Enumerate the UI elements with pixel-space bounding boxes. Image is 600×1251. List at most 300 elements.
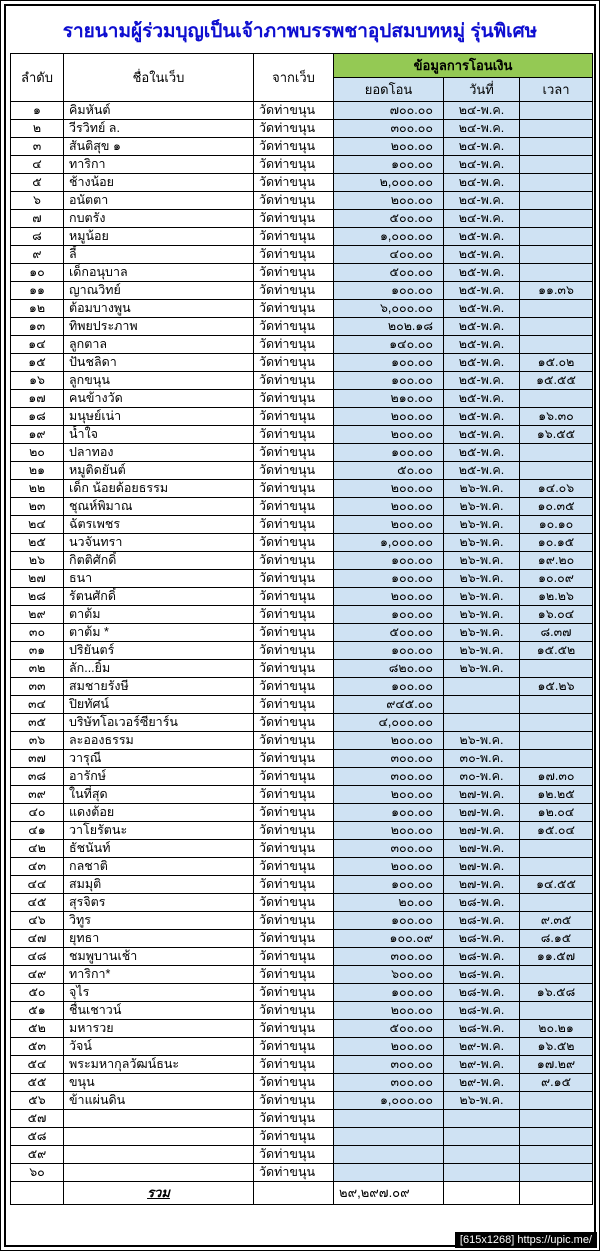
cell-time: ๑๕.๕๒	[520, 642, 593, 660]
cell-time: ๑๕.๕๕	[520, 372, 593, 390]
cell-name: สันติสุข ๑	[64, 138, 254, 156]
table-row	[11, 372, 593, 390]
cell-index: ๑๐	[11, 264, 64, 282]
cell-time	[520, 1002, 593, 1020]
cell-time: ๑๗.๓๐	[520, 768, 593, 786]
cell-index: ๑๖	[11, 372, 64, 390]
cell-source: วัดท่าขนุน	[254, 696, 334, 714]
cell-date: ๒๖-พ.ค.	[444, 516, 520, 534]
cell-time	[520, 1092, 593, 1110]
cell-name: ธัชนันท์	[64, 840, 254, 858]
cell-time: ๑๑.๕๗	[520, 948, 593, 966]
total-amount: ๒๙,๒๙๗.๐๙	[334, 1182, 444, 1205]
cell-time	[520, 732, 593, 750]
cell-index: ๕๙	[11, 1146, 64, 1164]
cell-time: ๑๐.๓๕	[520, 498, 593, 516]
table-row	[11, 120, 593, 138]
cell-amount: ๒๐๐.๐๐	[334, 732, 444, 750]
cell-source: วัดท่าขนุน	[254, 210, 334, 228]
col-header-time: เวลา	[520, 78, 593, 102]
cell-index: ๔	[11, 156, 64, 174]
cell-date: ๒๙-พ.ค.	[444, 1056, 520, 1074]
cell-date	[444, 1146, 520, 1164]
cell-index: ๙	[11, 246, 64, 264]
cell-source: วัดท่าขนุน	[254, 714, 334, 732]
table-row	[11, 750, 593, 768]
cell-index: ๑๕	[11, 354, 64, 372]
cell-source: วัดท่าขนุน	[254, 390, 334, 408]
cell-name: มนุษย์เน่า	[64, 408, 254, 426]
cell-source: วัดท่าขนุน	[254, 1146, 334, 1164]
cell-name: วาโยรัตนะ	[64, 822, 254, 840]
cell-amount: ๑๐๐.๐๐	[334, 984, 444, 1002]
table-row	[11, 570, 593, 588]
table-row	[11, 282, 593, 300]
table-row	[11, 1164, 593, 1182]
cell-index: ๒๑	[11, 462, 64, 480]
cell-time	[520, 192, 593, 210]
cell-index: ๔๕	[11, 894, 64, 912]
cell-date: ๒๕-พ.ค.	[444, 462, 520, 480]
cell-source: วัดท่าขนุน	[254, 228, 334, 246]
table-row	[11, 858, 593, 876]
cell-source: วัดท่าขนุน	[254, 588, 334, 606]
table-header	[11, 54, 593, 102]
col-header-transfer-group: ข้อมูลการโอนเงิน	[334, 54, 593, 78]
total-empty-source	[254, 1182, 334, 1205]
cell-amount: ๒๐๐.๐๐	[334, 1038, 444, 1056]
cell-source: วัดท่าขนุน	[254, 984, 334, 1002]
cell-source: วัดท่าขนุน	[254, 804, 334, 822]
cell-name: มหารวย	[64, 1020, 254, 1038]
cell-name: สมมุติ	[64, 876, 254, 894]
cell-date: ๒๗-พ.ค.	[444, 858, 520, 876]
cell-index: ๓๓	[11, 678, 64, 696]
cell-name: น้ำใจ	[64, 426, 254, 444]
cell-time	[520, 246, 593, 264]
cell-date: ๒๗-พ.ค.	[444, 876, 520, 894]
cell-amount: ๘๒๐.๐๐	[334, 660, 444, 678]
cell-date: ๒๕-พ.ค.	[444, 444, 520, 462]
cell-date: ๒๗-พ.ค.	[444, 840, 520, 858]
cell-source: วัดท่าขนุน	[254, 822, 334, 840]
cell-time	[520, 210, 593, 228]
cell-amount: ๑๐๐.๐๐	[334, 156, 444, 174]
table-row	[11, 696, 593, 714]
cell-time: ๘.๑๕	[520, 930, 593, 948]
table-row	[11, 606, 593, 624]
outer-frame	[4, 4, 596, 1247]
cell-name	[64, 1128, 254, 1146]
cell-date: ๒๔-พ.ค.	[444, 102, 520, 120]
cell-time	[520, 264, 593, 282]
cell-date: ๒๖-พ.ค.	[444, 1092, 520, 1110]
cell-index: ๑๗	[11, 390, 64, 408]
table-row	[11, 390, 593, 408]
cell-name: สมชายรังษี	[64, 678, 254, 696]
cell-name: ธนา	[64, 570, 254, 588]
cell-date: ๒๕-พ.ค.	[444, 300, 520, 318]
table-row	[11, 786, 593, 804]
table-row	[11, 138, 593, 156]
col-header-date: วันที่	[444, 78, 520, 102]
cell-index: ๓๖	[11, 732, 64, 750]
cell-time	[520, 840, 593, 858]
cell-amount: ๕๐.๐๐	[334, 462, 444, 480]
cell-source: วัดท่าขนุน	[254, 1164, 334, 1182]
cell-name: ลัก...ยิ้ม	[64, 660, 254, 678]
cell-index: ๕๕	[11, 1074, 64, 1092]
cell-source: วัดท่าขนุน	[254, 930, 334, 948]
cell-amount: ๖๐๐.๐๐	[334, 966, 444, 984]
cell-source: วัดท่าขนุน	[254, 624, 334, 642]
table-row	[11, 1038, 593, 1056]
cell-source: วัดท่าขนุน	[254, 372, 334, 390]
cell-index: ๕๖	[11, 1092, 64, 1110]
cell-amount: ๓๐๐.๐๐	[334, 1056, 444, 1074]
cell-source: วัดท่าขนุน	[254, 840, 334, 858]
cell-index: ๔๔	[11, 876, 64, 894]
cell-source: วัดท่าขนุน	[254, 498, 334, 516]
cell-time	[520, 1146, 593, 1164]
cell-source: วัดท่าขนุน	[254, 966, 334, 984]
cell-index: ๓๑	[11, 642, 64, 660]
cell-time	[520, 1110, 593, 1128]
cell-name: ลูกขนุน	[64, 372, 254, 390]
cell-amount: ๑๐๐.๐๐	[334, 678, 444, 696]
cell-source: วัดท่าขนุน	[254, 534, 334, 552]
total-row	[11, 1182, 593, 1205]
table-row	[11, 984, 593, 1002]
cell-index: ๑๓	[11, 318, 64, 336]
cell-time	[520, 894, 593, 912]
cell-index: ๕๗	[11, 1110, 64, 1128]
cell-name: ปริยันตร์	[64, 642, 254, 660]
cell-name: ปันชลิดา	[64, 354, 254, 372]
cell-date: ๒๘-พ.ค.	[444, 930, 520, 948]
table-row	[11, 822, 593, 840]
cell-date: ๒๖-พ.ค.	[444, 570, 520, 588]
cell-index: ๔๗	[11, 930, 64, 948]
table-row	[11, 624, 593, 642]
cell-source: วัดท่าขนุน	[254, 426, 334, 444]
cell-amount: ๒๐๐.๐๐	[334, 516, 444, 534]
cell-time: ๑๒.๒๖	[520, 588, 593, 606]
cell-index: ๔๖	[11, 912, 64, 930]
cell-time: ๘.๓๗	[520, 624, 593, 642]
cell-date: ๒๖-พ.ค.	[444, 588, 520, 606]
cell-amount: ๑,๐๐๐.๐๐	[334, 228, 444, 246]
cell-name: ลูกตาล	[64, 336, 254, 354]
cell-name: กบตรัง	[64, 210, 254, 228]
cell-date: ๒๖-พ.ค.	[444, 732, 520, 750]
cell-date: ๒๘-พ.ค.	[444, 948, 520, 966]
table-row	[11, 300, 593, 318]
cell-name: ต้อมบางพูน	[64, 300, 254, 318]
cell-source: วัดท่าขนุน	[254, 1038, 334, 1056]
cell-date	[444, 678, 520, 696]
cell-date: ๒๖-พ.ค.	[444, 606, 520, 624]
cell-time	[520, 1128, 593, 1146]
table-row	[11, 912, 593, 930]
cell-amount: ๒๐๐.๐๐	[334, 1002, 444, 1020]
cell-source: วัดท่าขนุน	[254, 912, 334, 930]
table-row	[11, 192, 593, 210]
cell-date: ๒๕-พ.ค.	[444, 264, 520, 282]
cell-index: ๑๔	[11, 336, 64, 354]
cell-time	[520, 228, 593, 246]
cell-index: ๓	[11, 138, 64, 156]
cell-name: ตาต้ม *	[64, 624, 254, 642]
header-row-1	[11, 54, 593, 78]
cell-source: วัดท่าขนุน	[254, 102, 334, 120]
cell-date: ๒๗-พ.ค.	[444, 804, 520, 822]
cell-name	[64, 1110, 254, 1128]
cell-amount: ๑๐๐.๐๐	[334, 354, 444, 372]
cell-date: ๒๖-พ.ค.	[444, 624, 520, 642]
cell-amount: ๓๐๐.๐๐	[334, 768, 444, 786]
cell-source: วัดท่าขนุน	[254, 642, 334, 660]
table-row	[11, 660, 593, 678]
cell-date: ๒๘-พ.ค.	[444, 1002, 520, 1020]
table-row	[11, 336, 593, 354]
cell-index: ๑๒	[11, 300, 64, 318]
cell-amount: ๑๔๐.๐๐	[334, 336, 444, 354]
cell-source: วัดท่าขนุน	[254, 156, 334, 174]
total-empty-time	[520, 1182, 593, 1205]
cell-time	[520, 156, 593, 174]
cell-amount: ๕๐๐.๐๐	[334, 210, 444, 228]
cell-date: ๒๖-พ.ค.	[444, 498, 520, 516]
cell-time	[520, 138, 593, 156]
cell-amount: ๒๐๐.๐๐	[334, 858, 444, 876]
cell-index: ๓๔	[11, 696, 64, 714]
cell-source: วัดท่าขนุน	[254, 480, 334, 498]
table-row	[11, 714, 593, 732]
cell-source: วัดท่าขนุน	[254, 516, 334, 534]
cell-name: ทิพยประภาพ	[64, 318, 254, 336]
cell-time: ๑๐.๑๐	[520, 516, 593, 534]
cell-amount: ๕๐๐.๐๐	[334, 624, 444, 642]
cell-time	[520, 750, 593, 768]
table-row	[11, 552, 593, 570]
cell-date: ๒๔-พ.ค.	[444, 156, 520, 174]
cell-time: ๙.๑๕	[520, 1074, 593, 1092]
cell-date: ๒๗-พ.ค.	[444, 822, 520, 840]
table-row	[11, 480, 593, 498]
table-row	[11, 876, 593, 894]
cell-time	[520, 300, 593, 318]
table-row	[11, 174, 593, 192]
table-row	[11, 1074, 593, 1092]
cell-amount: ๒๐๐.๐๐	[334, 786, 444, 804]
cell-time	[520, 102, 593, 120]
cell-date: ๒๘-พ.ค.	[444, 984, 520, 1002]
cell-amount: ๑๐๐.๐๐	[334, 372, 444, 390]
cell-date	[444, 1128, 520, 1146]
cell-amount: ๒๐๐.๐๐	[334, 498, 444, 516]
cell-name: ญาณวิทย์	[64, 282, 254, 300]
cell-index: ๕	[11, 174, 64, 192]
cell-name: รัตนศักดิ์	[64, 588, 254, 606]
cell-time	[520, 318, 593, 336]
cell-name: ปิยทัศน์	[64, 696, 254, 714]
cell-name: หมูน้อย	[64, 228, 254, 246]
cell-index: ๓๒	[11, 660, 64, 678]
cell-amount: ๑๐๐.๐๐	[334, 444, 444, 462]
cell-name: เด็กอนุบาล	[64, 264, 254, 282]
cell-amount: ๑๐๐.๐๐	[334, 570, 444, 588]
cell-name: กิตติศักดิ์	[64, 552, 254, 570]
cell-amount	[334, 1146, 444, 1164]
cell-name: วัจน์	[64, 1038, 254, 1056]
cell-amount: ๑๐๐.๐๐	[334, 282, 444, 300]
cell-index: ๑๘	[11, 408, 64, 426]
cell-time: ๑๐.๑๕	[520, 534, 593, 552]
cell-date: ๒๙-พ.ค.	[444, 1038, 520, 1056]
cell-amount	[334, 1128, 444, 1146]
cell-name: อารักษ์	[64, 768, 254, 786]
cell-date: ๒๖-พ.ค.	[444, 480, 520, 498]
cell-source: วัดท่าขนุน	[254, 1056, 334, 1074]
table-row	[11, 462, 593, 480]
cell-name: วารุณี	[64, 750, 254, 768]
table-row	[11, 426, 593, 444]
cell-amount: ๑๐๐.๐๐	[334, 552, 444, 570]
cell-index: ๕๑	[11, 1002, 64, 1020]
cell-time: ๑๔.๐๖	[520, 480, 593, 498]
cell-index: ๓๕	[11, 714, 64, 732]
cell-source: วัดท่าขนุน	[254, 264, 334, 282]
cell-name: ตาต้ม	[64, 606, 254, 624]
table-row	[11, 228, 593, 246]
cell-date: ๓๐-พ.ค.	[444, 768, 520, 786]
cell-source: วัดท่าขนุน	[254, 336, 334, 354]
table-row	[11, 588, 593, 606]
cell-index: ๒๓	[11, 498, 64, 516]
cell-source: วัดท่าขนุน	[254, 894, 334, 912]
cell-time	[520, 966, 593, 984]
cell-time: ๑๖.๕๕	[520, 426, 593, 444]
cell-index: ๕๐	[11, 984, 64, 1002]
cell-index: ๕๘	[11, 1128, 64, 1146]
cell-name: นวจันทรา	[64, 534, 254, 552]
cell-name: วิทูร	[64, 912, 254, 930]
cell-date	[444, 1164, 520, 1182]
cell-name: คนข้างวัด	[64, 390, 254, 408]
table-row	[11, 318, 593, 336]
cell-source: วัดท่าขนุน	[254, 192, 334, 210]
cell-time: ๑๕.๒๖	[520, 678, 593, 696]
cell-source: วัดท่าขนุน	[254, 318, 334, 336]
table-row	[11, 264, 593, 282]
col-header-amount: ยอดโอน	[334, 78, 444, 102]
cell-index: ๕๔	[11, 1056, 64, 1074]
cell-amount: ๖,๐๐๐.๐๐	[334, 300, 444, 318]
cell-index: ๒๖	[11, 552, 64, 570]
cell-amount: ๒๐๐.๐๐	[334, 408, 444, 426]
cell-source: วัดท่าขนุน	[254, 1074, 334, 1092]
cell-amount: ๑๐๐.๐๙	[334, 930, 444, 948]
cell-name: ชื่นเชาวน์	[64, 1002, 254, 1020]
table-row	[11, 1056, 593, 1074]
cell-time	[520, 858, 593, 876]
table-row	[11, 498, 593, 516]
cell-amount: ๓๐๐.๐๐	[334, 840, 444, 858]
cell-time	[520, 390, 593, 408]
cell-time: ๑๖.๕๒	[520, 1038, 593, 1056]
cell-time: ๑๕.๐๔	[520, 822, 593, 840]
cell-date: ๒๕-พ.ค.	[444, 390, 520, 408]
cell-amount: ๑๐๐.๐๐	[334, 804, 444, 822]
cell-name: ลี้	[64, 246, 254, 264]
cell-date	[444, 1110, 520, 1128]
cell-source: วัดท่าขนุน	[254, 174, 334, 192]
cell-source: วัดท่าขนุน	[254, 354, 334, 372]
cell-time	[520, 444, 593, 462]
cell-amount: ๑,๐๐๐.๐๐	[334, 534, 444, 552]
cell-date: ๒๔-พ.ค.	[444, 174, 520, 192]
total-label: รวม	[147, 1185, 170, 1200]
cell-time	[520, 174, 593, 192]
table-row	[11, 408, 593, 426]
cell-name: จุไร	[64, 984, 254, 1002]
cell-index: ๘	[11, 228, 64, 246]
cell-index: ๔๑	[11, 822, 64, 840]
cell-index: ๔๙	[11, 966, 64, 984]
cell-source: วัดท่าขนุน	[254, 606, 334, 624]
cell-date: ๒๕-พ.ค.	[444, 408, 520, 426]
cell-name: ทาริกา*	[64, 966, 254, 984]
cell-name: เด็ก น้อยด้อยธรรม	[64, 480, 254, 498]
cell-index: ๒๙	[11, 606, 64, 624]
cell-date: ๒๕-พ.ค.	[444, 354, 520, 372]
table-row	[11, 1092, 593, 1110]
cell-amount: ๒,๐๐๐.๐๐	[334, 174, 444, 192]
cell-time	[520, 660, 593, 678]
cell-source: วัดท่าขนุน	[254, 138, 334, 156]
cell-amount: ๒๐๐.๐๐	[334, 588, 444, 606]
cell-time	[520, 714, 593, 732]
cell-amount: ๒๐๒.๑๘	[334, 318, 444, 336]
cell-time: ๑๙.๒๐	[520, 552, 593, 570]
cell-source: วัดท่าขนุน	[254, 120, 334, 138]
table-row	[11, 930, 593, 948]
table-row	[11, 354, 593, 372]
cell-index: ๔๐	[11, 804, 64, 822]
cell-index: ๓๙	[11, 786, 64, 804]
cell-date	[444, 696, 520, 714]
cell-amount: ๑๐๐.๐๐	[334, 606, 444, 624]
cell-index: ๕๓	[11, 1038, 64, 1056]
cell-source: วัดท่าขนุน	[254, 1020, 334, 1038]
table-row	[11, 678, 593, 696]
cell-index: ๒๒	[11, 480, 64, 498]
cell-index: ๒๘	[11, 588, 64, 606]
cell-source: วัดท่าขนุน	[254, 552, 334, 570]
cell-amount: ๒๐๐.๐๐	[334, 480, 444, 498]
cell-source: วัดท่าขนุน	[254, 660, 334, 678]
cell-date: ๒๘-พ.ค.	[444, 1020, 520, 1038]
cell-index: ๒๗	[11, 570, 64, 588]
cell-amount: ๒๑๐.๐๐	[334, 390, 444, 408]
cell-amount: ๕๐๐.๐๐	[334, 1020, 444, 1038]
cell-date: ๒๖-พ.ค.	[444, 660, 520, 678]
cell-source: วัดท่าขนุน	[254, 1128, 334, 1146]
col-header-index: ลำดับ	[11, 54, 64, 102]
cell-time: ๑๖.๓๐	[520, 408, 593, 426]
cell-date: ๒๗-พ.ค.	[444, 786, 520, 804]
